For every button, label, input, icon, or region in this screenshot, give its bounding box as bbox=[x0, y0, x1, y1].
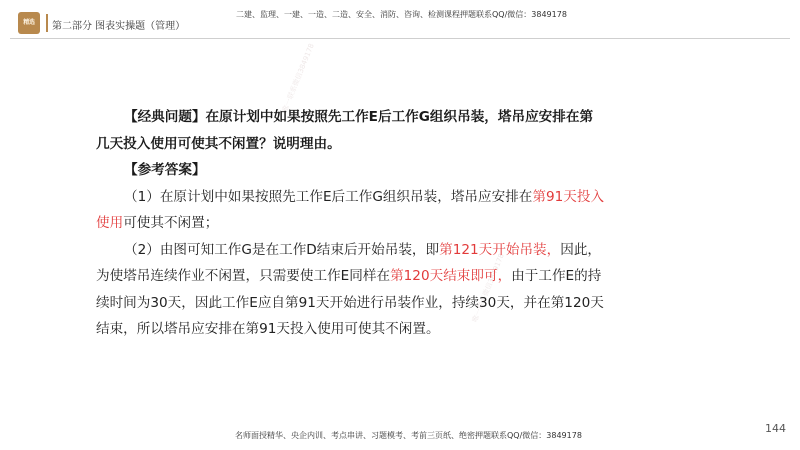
answer-line: 续时间为30天，因此工作E应自第91天开始进行吊装作业，持续30天，并在第120天 bbox=[96, 294, 604, 311]
watermark: 唯一联系微信3849178 bbox=[280, 42, 316, 114]
answer-line bbox=[96, 210, 660, 237]
page-number: 144 bbox=[765, 422, 786, 435]
header-accent-bar bbox=[46, 14, 48, 32]
answer-text: 由于工作E的持 bbox=[511, 268, 602, 284]
brand-logo bbox=[18, 12, 40, 34]
header-divider bbox=[10, 38, 790, 39]
section-title: 第二部分 图表实操题（管理） bbox=[52, 21, 186, 32]
answer-text: （1）在原计划中如果按照先工作E后工作G组织吊装，塔吊应安排在 bbox=[124, 188, 533, 205]
answer-heading: 【参考答案】 bbox=[124, 162, 206, 178]
header-contact-banner: 二建、监理、一建、一造、二造、安全、消防、咨询、检测课程押题联系QQ/微信：3849178 bbox=[236, 10, 567, 19]
watermark: 唯一联系微信3849178 bbox=[470, 252, 506, 324]
answer-text: （2）由图可知工作G是在工作D结束后开始吊装，即 bbox=[124, 241, 440, 258]
answer-highlight: 使用 bbox=[96, 215, 124, 231]
answer-line bbox=[96, 184, 660, 211]
answer-highlight: 第121天开始吊装， bbox=[439, 241, 561, 258]
answer-line bbox=[96, 263, 660, 290]
answer-text: 因此， bbox=[560, 241, 602, 258]
question-line: 【经典问题】在原计划中如果按照先工作E后工作G组织吊装，塔吊应安排在第 bbox=[124, 109, 594, 125]
question-line: 几天投入使用可使其不闲置？说明理由。 bbox=[96, 135, 341, 152]
answer-text: 为使塔吊连续作业不闲置，只需要使工作E同样在 bbox=[96, 268, 391, 284]
slide-content bbox=[96, 104, 660, 343]
answer-text: 可使其不闲置； bbox=[123, 215, 219, 231]
answer-highlight: 第120天结束即可， bbox=[390, 268, 512, 284]
brand-logo-text: 精选 bbox=[23, 19, 35, 26]
footer-contact-banner: 名师面授精华、央企内训、考点串讲、习题模考、考前三页纸、绝密押题联系QQ/微信：3849178 bbox=[235, 431, 582, 440]
answer-line bbox=[96, 237, 660, 264]
answer-line: 结束，所以塔吊应安排在第91天投入使用可使其不闲置。 bbox=[96, 321, 440, 337]
answer-highlight: 第91天投入 bbox=[532, 188, 605, 205]
